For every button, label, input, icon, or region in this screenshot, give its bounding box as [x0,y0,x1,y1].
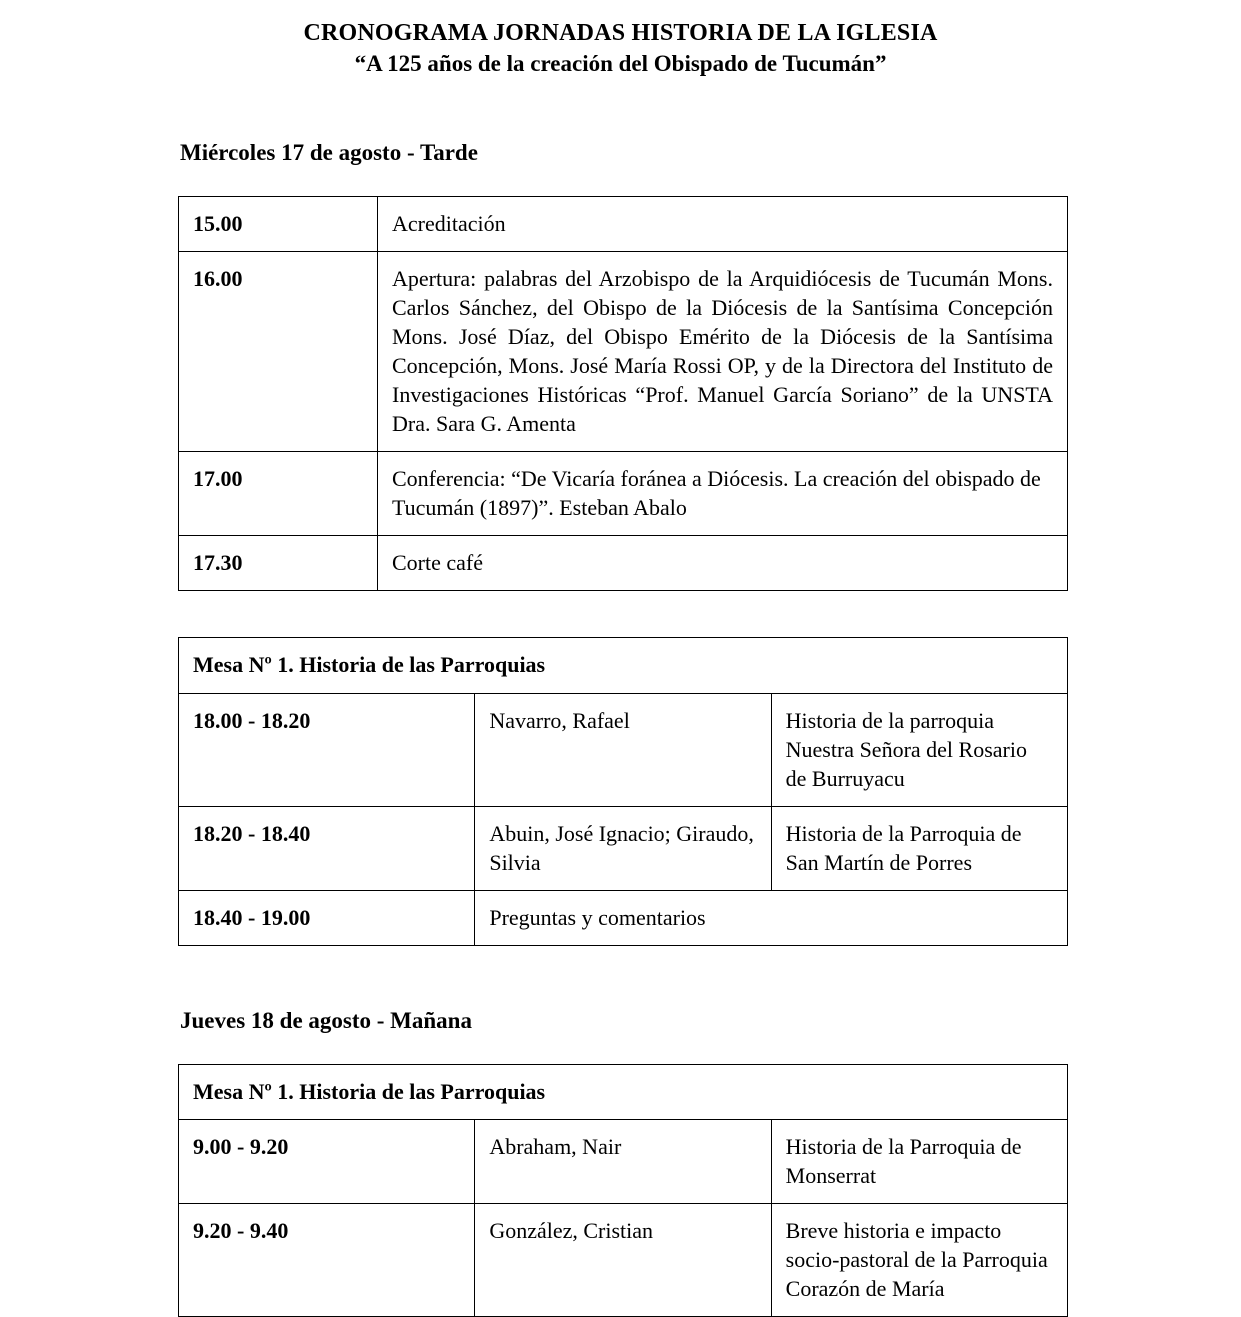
cell-time: 15.00 [179,197,378,252]
cell-activity: Corte café [378,536,1068,591]
table-row-header [179,638,1068,693]
table-row [179,693,1068,806]
table-row [179,197,1068,252]
cell-time: 18.40 - 19.00 [179,890,475,945]
cell-time: 16.00 [179,252,378,452]
cell-presentation-title: Historia de la parroquia Nuestra Señora del Rosario de Burruyacu [771,693,1067,806]
cell-presentation-title: Historia de la Parroquia de Monserrat [771,1119,1067,1203]
page-subtitle: “A 125 años de la creación del Obispado de Tucumán” [354,50,887,76]
cell-author: Abuin, José Ignacio; Giraudo, Silvia [475,806,771,890]
schedule-table-mesa-1-wednesday [178,637,1068,945]
cell-time: 18.00 - 18.20 [179,693,475,806]
table-row [179,252,1068,452]
cell-time: 17.00 [179,452,378,536]
cell-mesa-title: Mesa Nº 1. Historia de las Parroquias [179,638,1068,693]
table-row [179,452,1068,536]
cell-author: Navarro, Rafael [475,693,771,806]
table-row [179,890,1068,945]
cell-time: 9.20 - 9.40 [179,1203,475,1316]
schedule-table-wednesday-afternoon [178,196,1068,591]
table-row [179,1119,1068,1203]
table-row [179,1203,1068,1316]
cell-presentation-title: Historia de la Parroquia de San Martín de Porres [771,806,1067,890]
table-row [179,536,1068,591]
cell-time: 18.20 - 18.40 [179,806,475,890]
table-row [179,806,1068,890]
schedule-table-mesa-1-thursday [178,1064,1068,1317]
cell-presentation-title: Breve historia e impacto socio-pastoral de la Parroquia Corazón de María [771,1203,1067,1316]
cell-activity: Apertura: palabras del Arzobispo de la Arquidiócesis de Tucumán Mons. Carlos Sánchez, del Obispo de la Diócesis de la Santísima Concepción Mons. José Díaz, del Obispo Emérito de la Diócesis de la Santísima Concepción, Mons. José María Rossi OP, y de la Directora del Instituto de Investigaciones Históricas “Prof. Manuel García Soriano” de la UNSTA Dra. Sara G. Amenta [378,252,1068,452]
cell-author: Abraham, Nair [475,1119,771,1203]
cell-activity: Acreditación [378,197,1068,252]
table-row-header [179,1064,1068,1119]
cell-author: González, Cristian [475,1203,771,1316]
cell-mesa-title: Mesa Nº 1. Historia de las Parroquias [179,1064,1068,1119]
page-title: CRONOGRAMA JORNADAS HISTORIA DE LA IGLESIA [303,20,938,46]
cell-time: 17.30 [179,536,378,591]
section-heading-wednesday: Miércoles 17 de agosto - Tarde [180,140,478,166]
cell-time: 9.00 - 9.20 [179,1119,475,1203]
section-heading-thursday: Jueves 18 de agosto - Mañana [180,1007,472,1033]
cell-activity: Conferencia: “De Vicaría foránea a Diócesis. La creación del obispado de Tucumán (1897)”. Esteban Abalo [378,452,1068,536]
cell-activity: Preguntas y comentarios [475,890,1068,945]
